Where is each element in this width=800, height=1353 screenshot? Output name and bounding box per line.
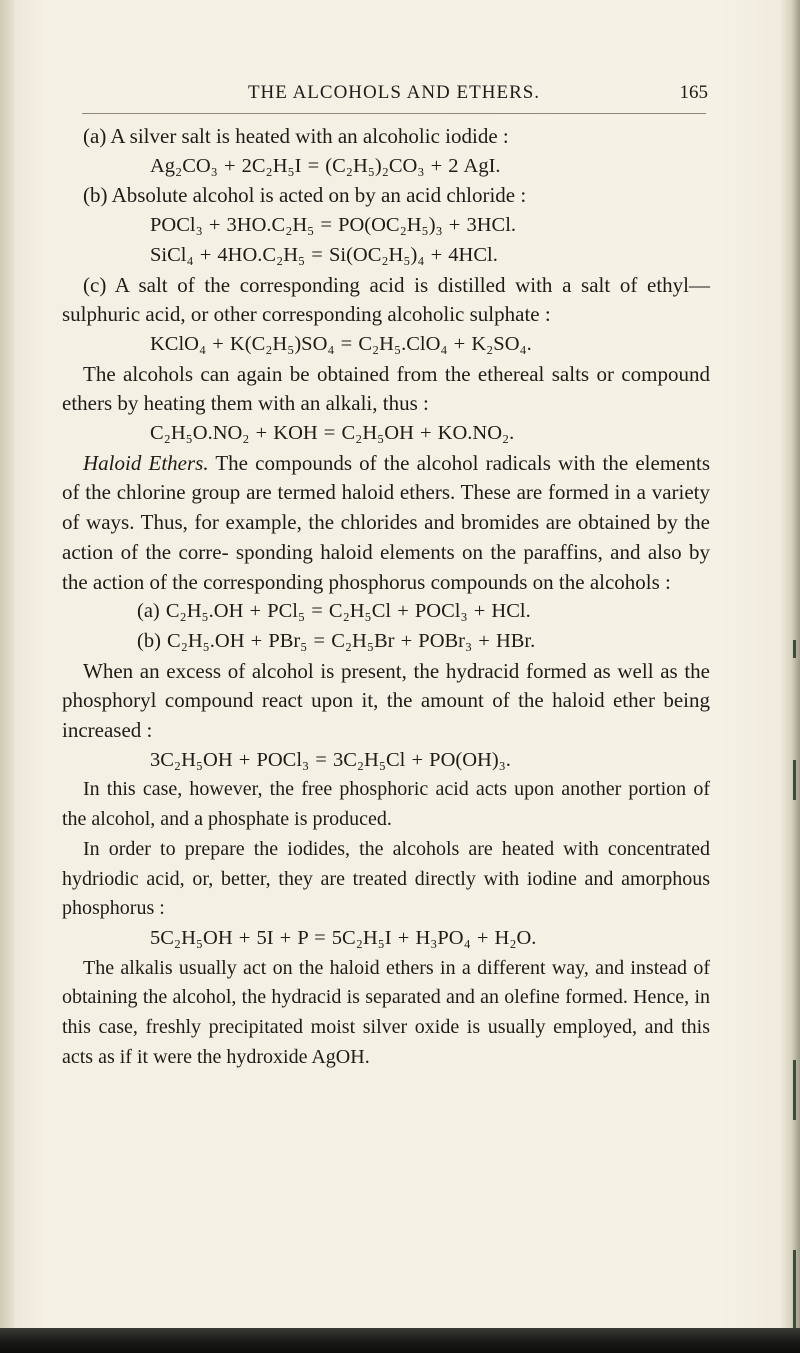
running-title: THE ALCOHOLS AND ETHERS. bbox=[247, 82, 541, 103]
page-right-edge bbox=[778, 0, 800, 1353]
paragraph-text: The compounds of the alcohol radicals with the elements of the chlorine group are termed haloid ethers. These are formed in a variety of ways. Thus, for example, the chlorides and bromides are obtained by the action of the corre- sponding haloid elements on the paraffins, and also by the action of the corresponding phosphorus compounds on the alcohols : bbox=[62, 450, 710, 594]
paragraph: The alcohols can again be obtained from the ethereal salts or compound ethers by heating them with an alkali, thus : bbox=[62, 361, 710, 416]
edge-mark bbox=[793, 1060, 796, 1120]
page-header bbox=[80, 82, 708, 108]
equation: Ag₂CO₃ + 2C₂H₅I = (C₂H₅)₂CO₃ + 2 AgI. bbox=[150, 154, 501, 177]
equation: (b) C₂H₅.OH + PBr₅ = C₂H₅Br + POBr₃ + HBr. bbox=[137, 629, 536, 652]
paragraph: (b) Absolute alcohol is acted on by an acid chloride : bbox=[83, 183, 527, 208]
page-body bbox=[62, 122, 710, 1073]
section-heading: Haloid Ethers. bbox=[83, 450, 209, 475]
paragraph: When an excess of alcohol is present, the hydracid formed as well as the phosphoryl compound react upon it, the amount of the haloid ether being increased : bbox=[62, 658, 710, 743]
paragraph: The alkalis usually act on the haloid ethers in a different way, and instead of obtaining the alcohol, the hydracid is separated and an olefine formed. Hence, in this case, freshly precipitated moist silver oxide is usually employed, and this acts as if it were the hydroxide AgOH. bbox=[62, 956, 710, 1068]
page-left-edge bbox=[0, 0, 14, 1353]
paragraph bbox=[62, 449, 710, 598]
equation: (a) C₂H₅.OH + PCl₅ = C₂H₅Cl + POCl₃ + HCl. bbox=[137, 600, 531, 623]
equation: SiCl₄ + 4HO.C₂H₅ = Si(OC₂H₅)₄ + 4HCl. bbox=[150, 243, 498, 266]
equation: 3C₂H₅OH + POCl₃ = 3C₂H₅Cl + PO(OH)₃. bbox=[150, 748, 511, 771]
header-rule bbox=[82, 113, 706, 114]
paragraph: In order to prepare the iodides, the alcohols are heated with concentrated hydriodic acid, or, better, they are treated directly with iodine and amorphous phosphorus : bbox=[62, 837, 710, 920]
equation: KClO₄ + K(C₂H₅)SO₄ = C₂H₅.ClO₄ + K₂SO₄. bbox=[150, 332, 532, 355]
page-number: 165 bbox=[679, 82, 708, 103]
equation: POCl₃ + 3HO.C₂H₅ = PO(OC₂H₅)₃ + 3HCl. bbox=[150, 214, 517, 237]
scan-bottom-shadow bbox=[0, 1328, 800, 1353]
edge-mark bbox=[793, 760, 796, 800]
equation: C₂H₅O.NO₂ + KOH = C₂H₅OH + KO.NO₂. bbox=[150, 422, 515, 445]
paragraph: (c) A salt of the corresponding acid is distilled with a salt of ethyl—sulphuric acid, or other corresponding alcoholic sulphate : bbox=[62, 272, 710, 327]
equation: 5C₂H₅OH + 5I + P = 5C₂H₅I + H₃PO₄ + H₂O. bbox=[150, 926, 537, 949]
paragraph: (a) A silver salt is heated with an alcoholic iodide : bbox=[83, 124, 509, 148]
edge-mark bbox=[793, 1250, 796, 1330]
paragraph: In this case, however, the free phosphoric acid acts upon another portion of the alcohol, and a phosphate is produced. bbox=[62, 778, 710, 831]
edge-mark bbox=[793, 640, 796, 658]
